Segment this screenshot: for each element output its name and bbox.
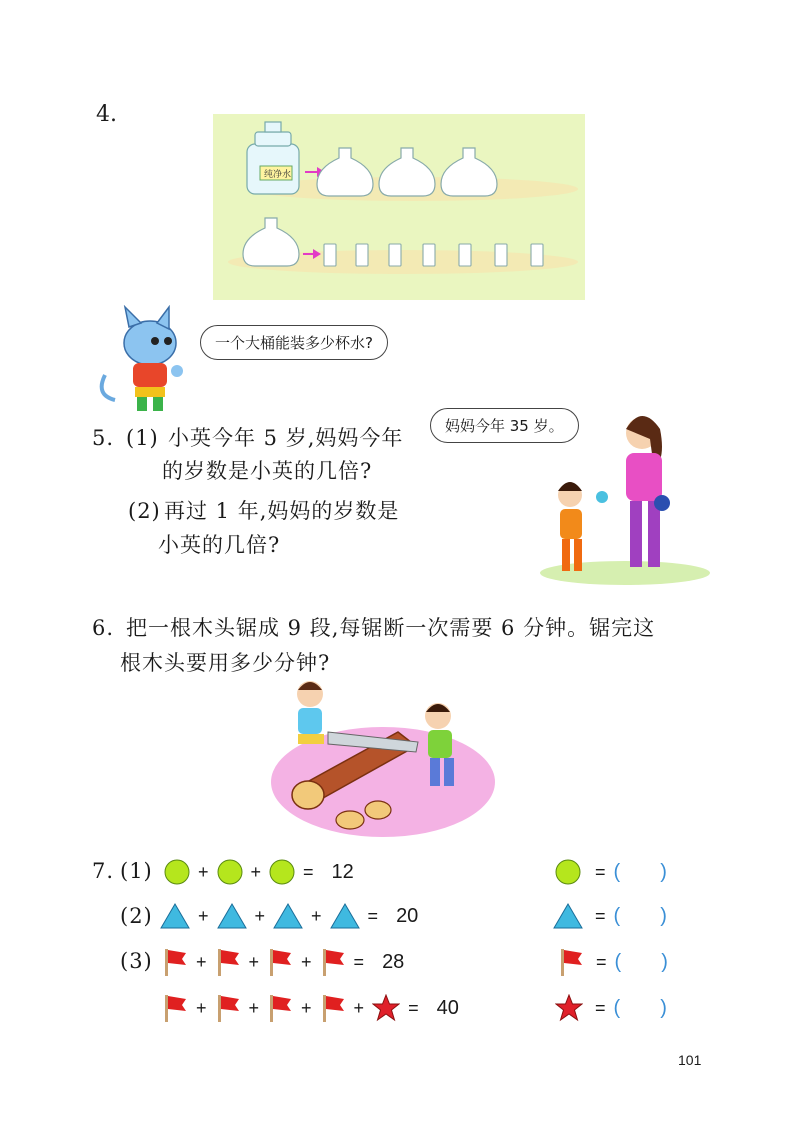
triangle-icon — [217, 903, 247, 929]
q7-part3-tag: (3) — [120, 949, 153, 973]
sawing-illustration — [268, 672, 498, 842]
plus-sign: + — [248, 997, 260, 1018]
plus-sign: + — [254, 905, 266, 926]
q6-line1: 把一根木头锯成 9 段,每锯断一次需要 6 分钟。锯完这 — [126, 616, 656, 640]
answer-open-paren: ( — [614, 950, 622, 973]
flag-icon — [267, 993, 293, 1023]
equation-row-1 — [164, 852, 354, 892]
page-number: 101 — [678, 1052, 702, 1068]
answer-close-paren: ) — [660, 860, 667, 883]
equation-2-result: 20 — [396, 904, 419, 927]
q5-part1-line1: 小英今年 5 岁,妈妈今年 — [168, 426, 404, 450]
equation-row-4 — [162, 988, 459, 1028]
cat-speech-bubble: 一个大桶能装多少杯水? — [200, 325, 388, 360]
triangle-icon — [273, 903, 303, 929]
answer-star[interactable] — [555, 988, 667, 1028]
triangle-icon — [160, 903, 190, 929]
q5-part1-tag: (1) — [126, 426, 159, 450]
equation-3-result: 28 — [382, 950, 405, 973]
flag-icon — [162, 947, 188, 977]
q5-part1-line2: 的岁数是小英的几倍? — [162, 459, 373, 483]
flag-icon — [267, 947, 293, 977]
flag-icon — [215, 947, 241, 977]
plus-sign: + — [301, 997, 312, 1018]
equals-sign: = — [595, 861, 606, 882]
flag-icon — [215, 993, 241, 1023]
flag-icon — [320, 947, 346, 977]
star-icon — [372, 994, 400, 1022]
question-4-number: 4. — [96, 102, 117, 127]
mother-child-illustration — [530, 405, 710, 585]
question-6-number: 6. — [92, 616, 115, 640]
q5-part2-line2: 小英的几倍? — [158, 533, 281, 557]
equals-sign: = — [596, 951, 607, 972]
plus-sign: + — [196, 997, 207, 1018]
plus-sign: + — [301, 951, 312, 972]
equals-sign: = — [595, 997, 606, 1018]
big-tub-icon — [247, 122, 299, 194]
circle-icon — [269, 859, 295, 885]
triangle-icon — [553, 903, 583, 929]
triangle-icon — [330, 903, 360, 929]
answer-open-paren: ( — [613, 860, 621, 883]
answer-open-paren: ( — [613, 904, 621, 927]
equals-sign: = — [303, 861, 314, 882]
equation-4-result: 40 — [436, 996, 459, 1019]
cat-mascot — [95, 305, 190, 415]
equals-sign: = — [595, 905, 606, 926]
equals-sign: = — [408, 997, 419, 1018]
flag-icon — [162, 993, 188, 1023]
flag-icon — [558, 947, 584, 977]
mother-speech-bubble: 妈妈今年 35 岁。 — [430, 408, 579, 443]
circle-icon — [164, 859, 190, 885]
q5-part2-tag: (2) — [128, 499, 161, 523]
plus-sign: + — [311, 905, 322, 926]
answer-close-paren: ) — [661, 950, 668, 973]
plus-sign: + — [198, 905, 209, 926]
question-7-number: 7. — [92, 859, 115, 883]
answer-open-paren: ( — [613, 996, 621, 1019]
answer-close-paren: ) — [660, 996, 667, 1019]
answer-circle[interactable] — [555, 852, 667, 892]
q5-part2-line1: 再过 1 年,妈妈的岁数是 — [164, 499, 400, 523]
plus-sign: + — [196, 951, 207, 972]
tub-label: 纯净水 — [264, 170, 292, 180]
answer-triangle[interactable] — [553, 896, 667, 936]
answer-flag[interactable] — [558, 942, 668, 982]
plus-sign: + — [248, 951, 260, 972]
plus-sign: + — [250, 861, 262, 882]
equals-sign: = — [353, 951, 365, 972]
plus-sign: + — [353, 997, 365, 1018]
circle-icon — [555, 859, 581, 885]
circle-icon — [217, 859, 243, 885]
bottle-icon — [317, 148, 497, 196]
q7-part1-tag: (1) — [120, 859, 153, 883]
star-icon — [555, 994, 583, 1022]
water-illustration — [213, 114, 585, 300]
equals-sign: = — [367, 905, 379, 926]
bottle-icon — [243, 218, 299, 266]
question-5-number: 5. — [92, 426, 115, 450]
q6-line2: 根木头要用多少分钟? — [120, 651, 331, 675]
q7-part2-tag: (2) — [120, 904, 153, 928]
plus-sign: + — [198, 861, 209, 882]
flag-icon — [320, 993, 346, 1023]
equation-1-result: 12 — [331, 860, 354, 883]
equation-row-3 — [162, 942, 404, 982]
equation-row-2 — [160, 896, 418, 936]
answer-close-paren: ) — [660, 904, 667, 927]
